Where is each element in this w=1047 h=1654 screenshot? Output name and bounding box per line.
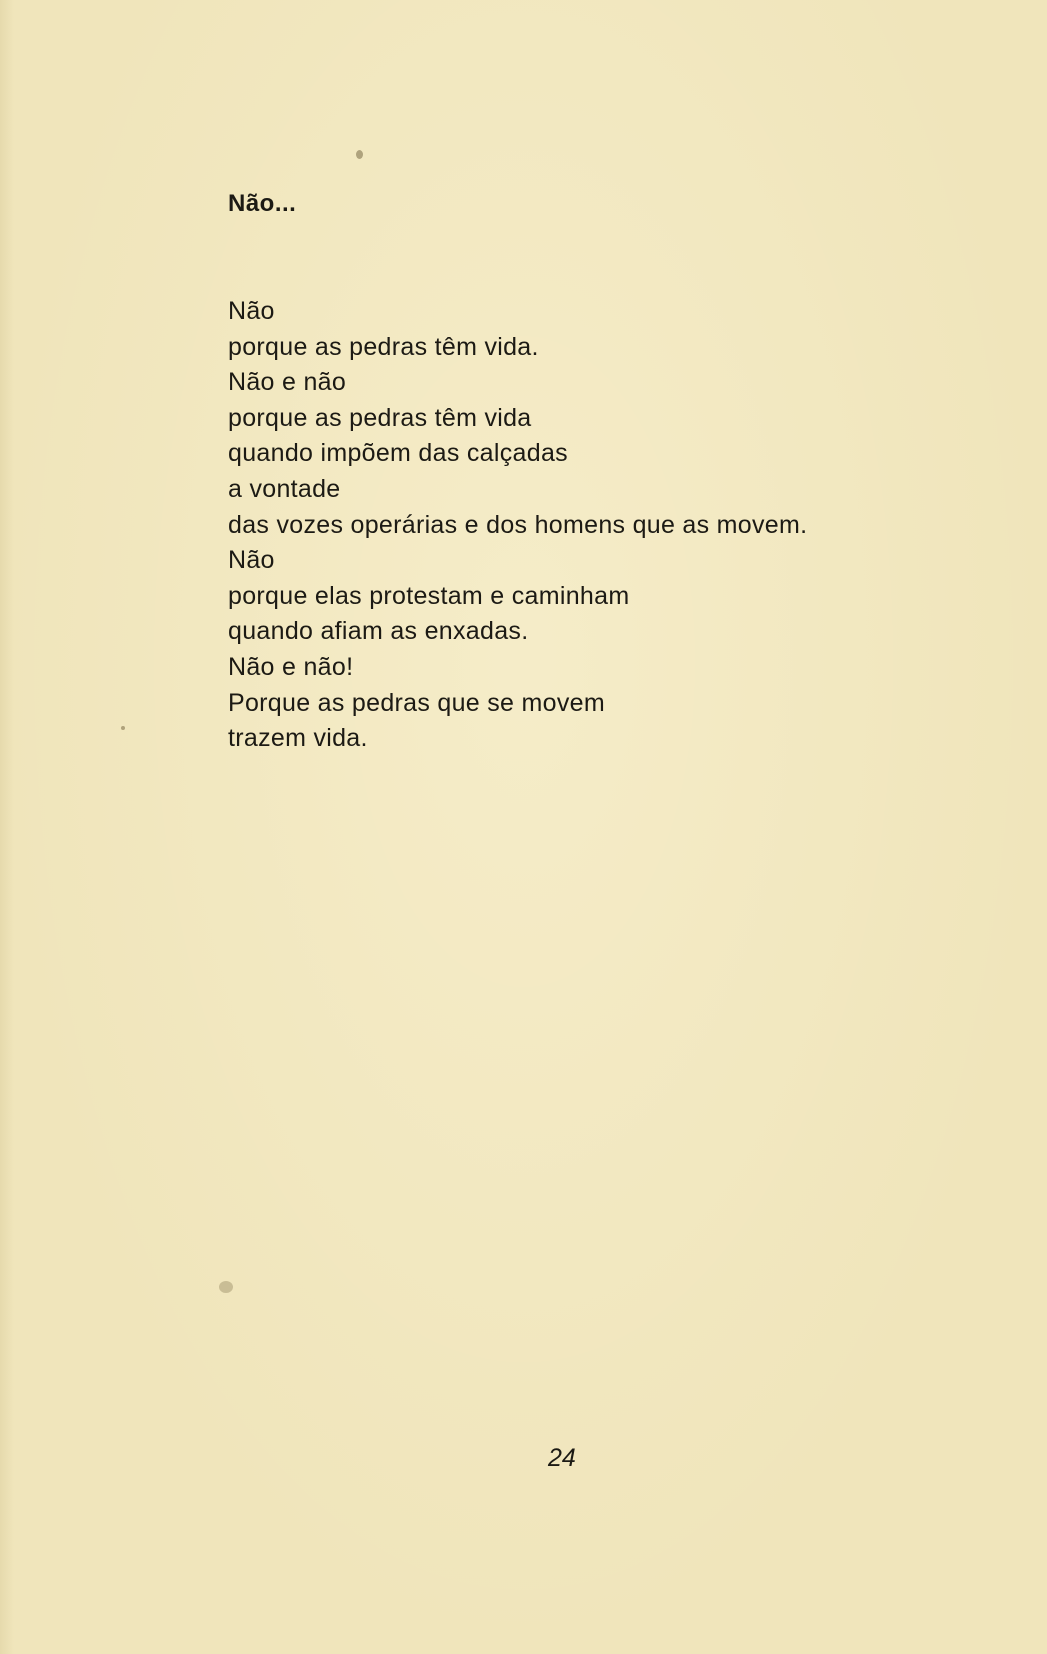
poem-line: Não e não! <box>228 652 354 681</box>
poem-line: quando afiam as enxadas. <box>228 617 529 646</box>
poem-line: porque elas protestam e caminham <box>228 581 630 610</box>
poem-line: a vontade <box>228 474 341 503</box>
paper-speck <box>356 150 363 159</box>
poem-line: das vozes operárias e dos homens que as movem. <box>228 510 808 539</box>
poem-body <box>228 294 807 757</box>
poem-line: Não e não <box>228 368 347 397</box>
paper-speck <box>121 726 125 730</box>
poem-line: Porque as pedras que se movem <box>228 688 605 717</box>
paper-speck <box>219 1281 233 1293</box>
page-number: 24 <box>548 1444 576 1472</box>
poem-line: Não <box>228 546 275 575</box>
poem-line: porque as pedras têm vida <box>228 403 532 432</box>
poem-title: Não... <box>228 190 297 217</box>
poem-line: quando impõem das calçadas <box>228 439 568 468</box>
poem-line: Não <box>228 297 275 325</box>
poem-line: porque as pedras têm vida. <box>228 332 539 361</box>
poem-line: trazem vida. <box>228 724 368 753</box>
